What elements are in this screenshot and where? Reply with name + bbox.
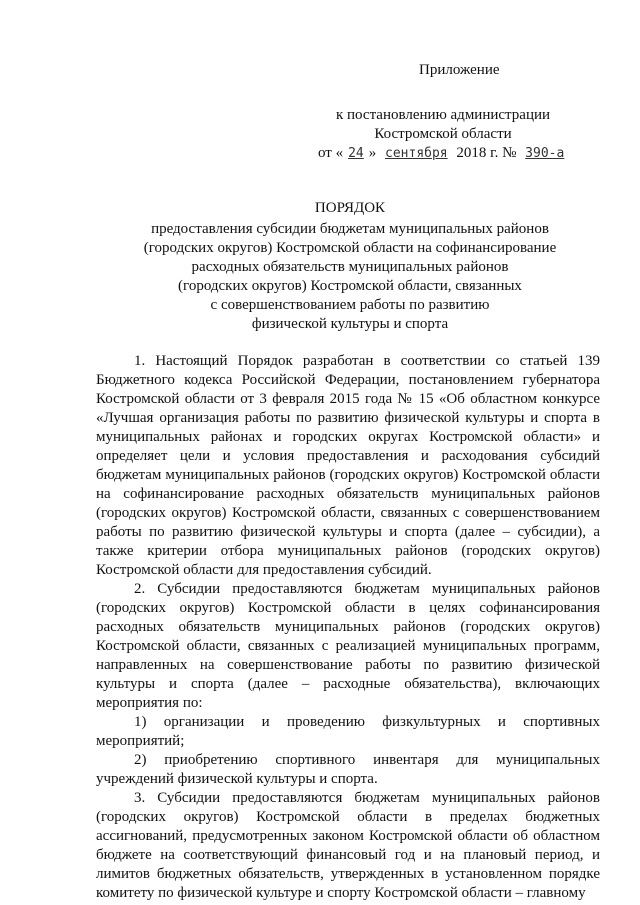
- document-title: ПОРЯДОК: [314, 200, 386, 216]
- ref-line-1: к постановлению администрации: [335, 107, 551, 123]
- subtitle-line: физической культуры и спорта: [251, 316, 449, 332]
- ref-date-line: [318, 144, 568, 163]
- paragraph-1: 1. Настоящий Порядок разработан в соответствии со статьей 139 Бюджетного кодекса Российской Федерации, постановлением губернатора Костромской области от 3 февраля 2015 года № 15 «Об областном конкурсе «Лучшая организация работы по развитию физической культуры и спорта в муниципальных районах и городских округах Костромской области» и определяет цели и условия предоставления и расходования субсидий бюджетам муниципальных районов (городских округов) Костромской области на софинансирование расходных обязательств муниципальных районов (городских округов) Костромской области, связанных с совершенствованием работы по развитию физической культуры и спорта (далее – субсидии), а также критерии отбора муниципальных районов (городских округов) Костромской области для предоставления субсидий.: [96, 353, 600, 578]
- list-item-2: 2) приобретению спортивного инвентаря для муниципальных учреждений физической культуры и спорта.: [96, 752, 600, 787]
- doc-number: 390-а: [525, 146, 565, 161]
- ref-line-2: Костромской области: [374, 126, 512, 142]
- paragraph-2: 2. Субсидии предоставляются бюджетам муниципальных районов (городских округов) Костромской области в целях софинансирования расходных обязательств муниципальных районов (городских округов) Костромской области, связанных с реализацией муниципальных программ, направленных на совершенствование работы по развитию физической культуры и спорта (далее – расходные обязательства), включающих мероприятия по:: [96, 581, 600, 711]
- subtitle-line: предоставления субсидии бюджетам муниципальных районов: [151, 221, 549, 237]
- appendix-label: Приложение: [419, 62, 500, 78]
- subtitle-line: расходных обязательств муниципальных районов: [191, 259, 509, 275]
- date-mid: »: [368, 145, 377, 161]
- paragraph-3: 3. Субсидии предоставляются бюджетам муниципальных районов (городских округов) Костромской области в пределах бюджетных ассигнований, предусмотренных законом Костромской области об областном бюджете на соответствующий финансовый год и на плановый период, и лимитов бюджетных обязательств, утвержденных в установленном порядке комитету по физической культуре и спорту Костромской области – главному: [96, 790, 600, 901]
- date-month: сентября: [385, 146, 448, 161]
- subtitle-line: (городских округов) Костромской области на софинансирование: [143, 240, 557, 256]
- subtitle-line: (городских округов) Костромской области, связанных: [178, 278, 522, 294]
- list-item-1: 1) организации и проведению физкультурных и спортивных мероприятий;: [96, 714, 600, 749]
- decree-reference: [318, 106, 568, 163]
- date-day: 24: [348, 146, 364, 161]
- date-prefix: от «: [318, 145, 344, 161]
- subtitle-line: с совершенствованием работы по развитию: [210, 297, 490, 313]
- date-year: 2018 г. №: [456, 145, 517, 161]
- document-subtitle: [100, 220, 600, 334]
- document-body: [96, 352, 600, 903]
